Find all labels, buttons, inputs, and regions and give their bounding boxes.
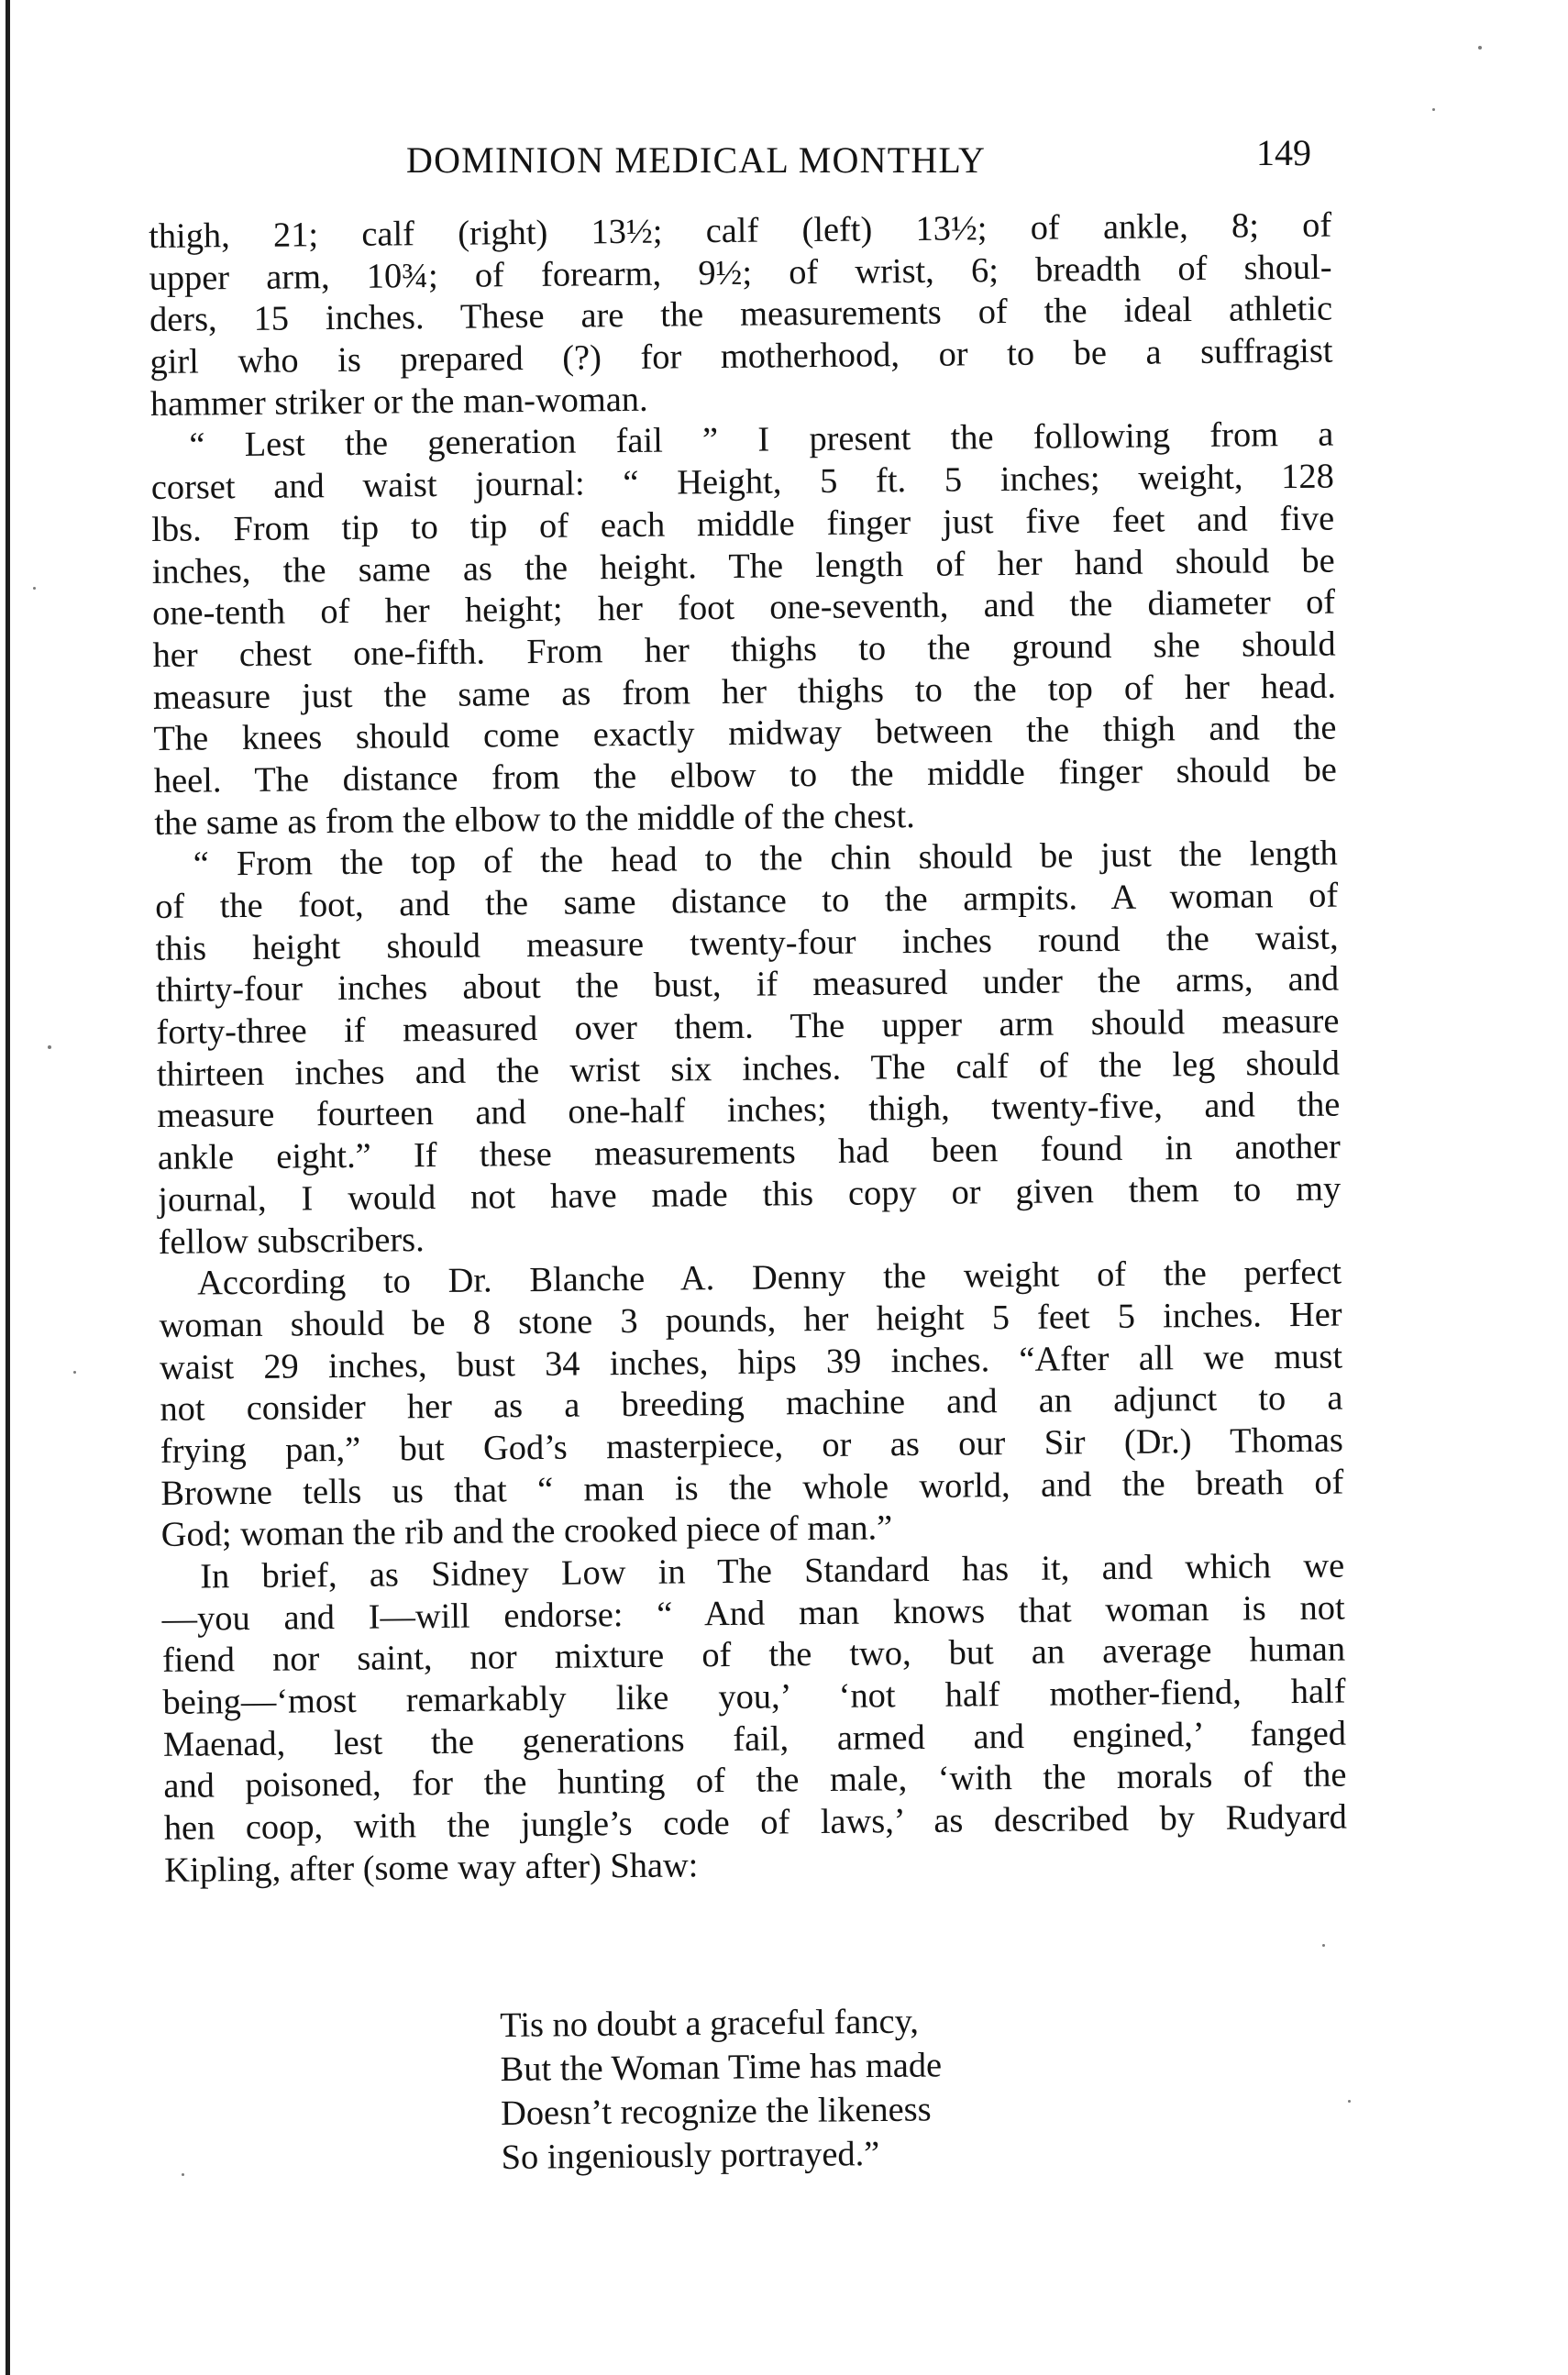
text-line: According to Dr. Blanche A. Denny the weight of the perfect [196, 1253, 1342, 1303]
scan-speck [182, 2173, 184, 2176]
text-line: girl who is prepared (?) for motherhood, or to be a suffragist [149, 331, 1333, 382]
article-body [149, 205, 1347, 1893]
text-line: measure just the same as from her thighs to the top of her head. [152, 667, 1337, 717]
verse-line: Tis no doubt a graceful fancy, [500, 2002, 920, 2045]
text-line: The knees should come exactly midway between the thigh and the [153, 708, 1337, 759]
text-line: this height should measure twenty-four inches round the waist, [155, 918, 1339, 968]
text-line: Kipling, after (some way after) Shaw: [164, 1846, 699, 1890]
text-line: hammer striker or the man-woman. [149, 380, 648, 424]
text-line: thirteen inches and the wrist six inches. The calf of the leg should [156, 1044, 1341, 1094]
text-line: journal, I would not have made this copy or given them to my [158, 1169, 1342, 1220]
scan-speck [48, 1045, 51, 1049]
verse-line: But the Woman Time has made [500, 2046, 943, 2089]
verse-line: So ingeniously portrayed.” [501, 2135, 880, 2177]
scan-speck [1348, 2100, 1351, 2103]
text-line: inches, the same as the height. The length of her hand should be [151, 541, 1335, 591]
text-line: ders, 15 inches. These are the measurements of the ideal athletic [149, 289, 1333, 340]
scan-speck [33, 587, 36, 590]
text-line: and poisoned, for the hunting of the male, ‘with the morals of the [163, 1755, 1347, 1806]
text-line: hen coop, with the jungle’s code of laws,’ as described by Rudyard [163, 1797, 1348, 1849]
text-line: forty-three if measured over them. The upper arm should measure [156, 1001, 1340, 1053]
text-line: one-tenth of her height; her foot one-seventh, and the diameter of [151, 582, 1336, 634]
text-line: being—‘most remarkably like you,’ ‘not half mother-fiend, half [162, 1672, 1346, 1722]
text-line: frying pan,” but God’s masterpiece, or as our Sir (Dr.) Thomas [160, 1420, 1344, 1471]
text-line: woman should be 8 stone 3 pounds, her height 5 feet 5 inches. Her [159, 1295, 1342, 1345]
text-line: In brief, as Sidney Low in The Standard has it, and which we [200, 1546, 1345, 1596]
page-header [147, 131, 1330, 181]
text-line: not consider her as a breeding machine and an adjunct to a [160, 1378, 1343, 1430]
scan-speck [1322, 1944, 1325, 1947]
text-line: of the foot, and the same distance to the armpits. A woman of [155, 876, 1339, 926]
text-line: heel. The distance from the elbow to the middle finger should be [153, 750, 1338, 801]
text-line: corset and waist journal: “ Height, 5 ft. 5 inches; weight, 128 [150, 457, 1334, 508]
text-line: fellow subscribers. [158, 1220, 425, 1262]
verse-line: Doesn’t recognize the likeness [500, 2090, 932, 2133]
text-line: thirty-four inches about the bust, if measured under the arms, and [155, 959, 1340, 1011]
text-line: her chest one-fifth. From her thighs to the ground she should [152, 624, 1336, 675]
running-title: DOMINION MEDICAL MONTHLY [406, 139, 987, 181]
text-line: God; woman the rib and the crooked piece of man.” [160, 1508, 893, 1555]
binding-edge-shadow [6, 0, 10, 2375]
scan-speck [73, 1371, 76, 1374]
scan-speck [1478, 46, 1482, 50]
text-line: lbs. From tip to tip of each middle finger just five feet and five [151, 499, 1335, 549]
text-line: Maenad, lest the generations fail, armed and engined,’ fanged [162, 1714, 1347, 1764]
text-line: upper arm, 10¾; of forearm, 9½; of wrist, 6; breadth of shoul- [149, 248, 1332, 298]
text-line: “ From the top of the head to the chin should be just the length [193, 834, 1338, 884]
text-line: ankle eight.” If these measurements had been found in another [157, 1127, 1342, 1178]
text-line: measure fourteen and one-half inches; thigh, twenty-five, and the [157, 1086, 1341, 1136]
text-line: “ Lest the generation fail ” I present the following from a [189, 415, 1334, 466]
verse-quotation [500, 1997, 1143, 2180]
text-line: thigh, 21; calf (right) 13½; calf (left) 13½; of ankle, 8; of [149, 205, 1332, 256]
text-line: the same as from the elbow to the middle of the chest. [154, 796, 915, 843]
scan-speck [1432, 108, 1435, 111]
text-line: —you and I—will endorse: “ And man knows that woman is not [161, 1588, 1345, 1639]
text-line: waist 29 inches, bust 34 inches, hips 39 inches. “After all we must [159, 1337, 1343, 1387]
page-number: 149 [1256, 132, 1311, 173]
text-line: Browne tells us that “ man is the whole world, and the breath of [160, 1463, 1344, 1513]
text-line: fiend nor saint, nor mixture of the two, but an average human [161, 1629, 1346, 1681]
